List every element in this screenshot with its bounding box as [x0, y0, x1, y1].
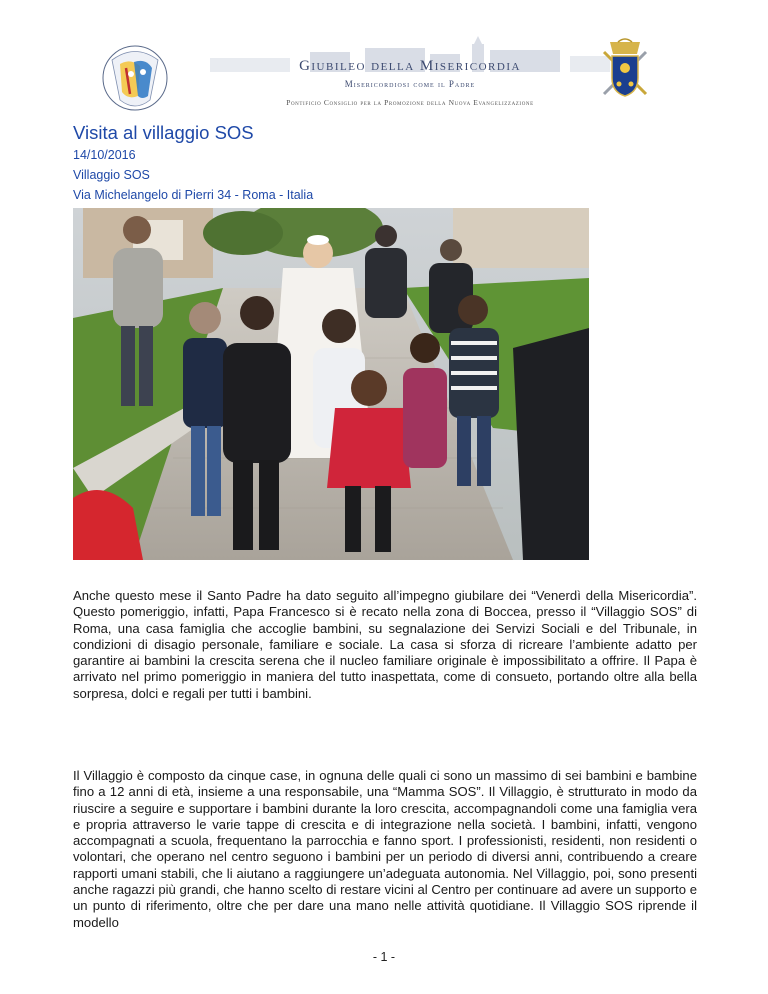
article-paragraph-1: Anche questo mese il Santo Padre ha dato seguito all’impegno giubilare dei “Venerdì della Misericordia”. Questo pomeriggio, infatti, Papa Francesco si è recato nella zona di Boccea, presso il “Villaggio SOS” di Roma, una casa famiglia che accoglie bambini, su segnalazione dei Servizi Sociali e del Tribunale, in condizioni di disagio personale, familiare e sociale. La casa si sforza di ricreare l’ambiente adatto per garantire ai bambini la crescita serena che il nucleo familiare originale è impossibilitato a offrire. Il Papa è arrivato nel primo pomeriggio in maniera del tutto inaspettata, come di consueto, portando oltre alla bella sorpresa, dolci e regali per tutti i bambini. — [73, 588, 697, 701]
jubilee-logo-icon — [100, 38, 170, 118]
jubilee-header — [60, 28, 720, 118]
photo-pope-with-children — [73, 208, 589, 560]
jubilee-subtitle: Misericordiosi come il Padre — [344, 79, 476, 89]
event-venue: Villaggio SOS — [73, 168, 150, 182]
jubilee-title: Giubileo della Misericordia — [299, 58, 521, 74]
article-title: Visita al villaggio SOS — [73, 122, 254, 143]
article-paragraph-2: Il Villaggio è composto da cinque case, in ognuna delle quali ci sono un massimo di sei bambini e bambine fino a 12 anni di età, insieme a una responsabile, una “Mamma SOS”. Il Villaggio, è strutturato in modo da riuscire a seguire e supportare i bambini durante la loro crescita, accompagnandoli come una famiglia vera e propria attraverso le varie tappe di crescita e di integrazione nella società. I bambini, infatti, vengono accompagnati a scuola, frequentano la parrocchia e fanno sport. I professionisti, residenti, non residenti o volontari, che operano nel centro seguono i bambini per un periodo di diversi anni, contribuendo a creare rapporti umani stabili, che li aiutano a raggiungere un’adeguata autonomia. Nel Villaggio, poi, sono presenti anche ragazzi più grandi, che hanno scelto di restare vicini al Centro per continuare ad avere un supporto e un punto di riferimento, oltre che per dare una mano nelle attività quotidiane. Il Villaggio SOS riprende il modello — [73, 768, 697, 930]
page-number: - 1 - — [372, 950, 396, 964]
event-address: Via Michelangelo di Pierri 34 - Roma - Italia — [73, 188, 314, 202]
council-name: Pontificio Consiglio per la Promozione della Nuova Evangelizzazione — [286, 98, 534, 107]
papal-coat-of-arms-icon — [600, 38, 650, 100]
event-date: 14/10/2016 — [73, 148, 136, 162]
article-photo — [73, 208, 589, 560]
